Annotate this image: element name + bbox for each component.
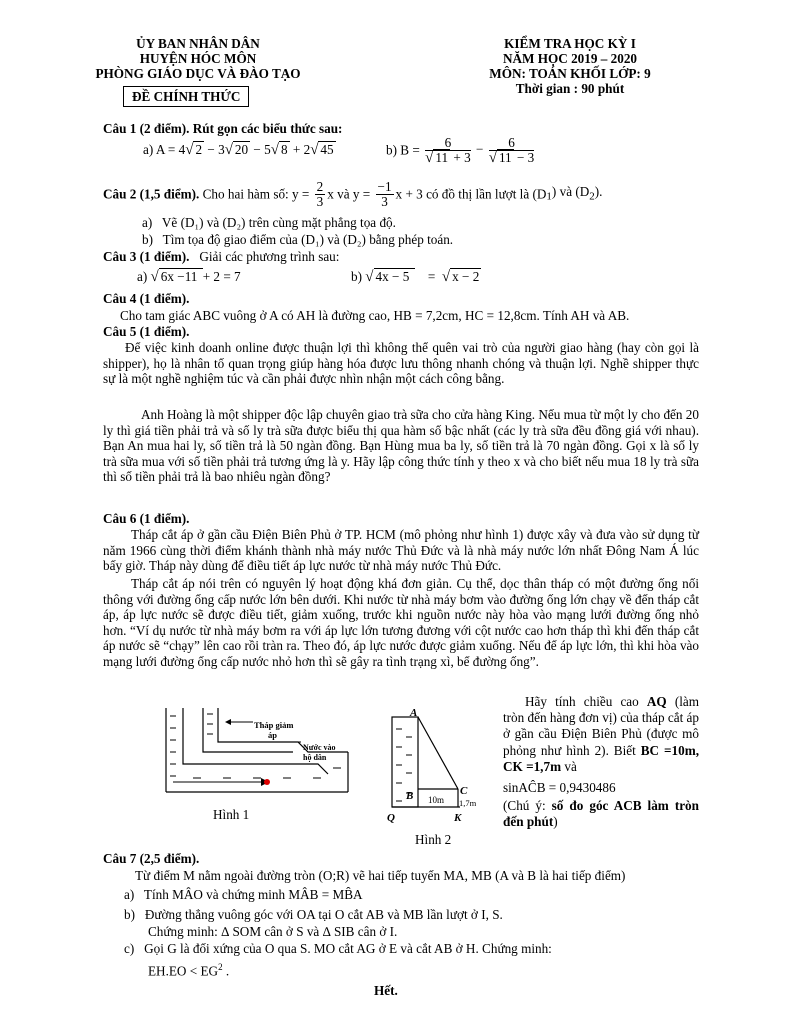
- header-left-line: PHÒNG GIÁO DỤC VÀ ĐÀO TẠO: [95, 66, 301, 81]
- q7-c2: $EH.EO < EG^2$ .: [148, 962, 230, 979]
- header-right-line: NĂM HỌC 2019 – 2020: [502, 51, 638, 66]
- q6-paragraph-1: Tháp cắt áp ở gần cầu Điện Biên Phủ ở TP. HCM (mô phỏng như hình 1) được xây và đưa vào sử dụng từ năm 1966 cùng thời điểm khánh thành nhà máy nước Thủ Đức và là nhà máy nước lớn nhất Đông Nam Á lúc bấy giờ. Tháp này dùng để điều tiết áp lực nước từ nhà máy nước Thủ Đức.: [103, 527, 699, 574]
- q6-note: (Chú ý: số đo góc ACB làm tròn đến phút): [503, 798, 699, 830]
- q7-c: c) Gọi G là đối xứng của O qua S. MO cắt AG ở E và cắt AB ở H. Chứng minh:: [124, 941, 552, 956]
- header-left-line: HUYỆN HÓC MÔN: [139, 51, 257, 66]
- header-left-line: ỦY BAN NHÂN DÂN: [136, 36, 260, 51]
- svg-text:hộ dân: hộ dân: [303, 753, 327, 762]
- q2-a: a) Vẽ (D₁) và (D₂) trên cùng mặt phẳng tọa độ.: [142, 215, 396, 230]
- q6-paragraph-2: Tháp cắt áp nói trên có nguyên lý hoạt động khá đơn giản. Cụ thể, dọc thân tháp có một đường ống nối thông với đường ống cấp nước lớn bên dưới. Khi nước từ nhà máy bơm vào đường ống lớn chạy về đến tháp cắt áp, áp lực nước sẽ được điều tiết, giảm xuống, trước khi nguồn nước này hòa vào mạng lưới đường ống nhỏ hơn. “Ví dụ nước từ nhà máy bơm ra với áp lực lớn tương đương với cột nước cao hơn tháp thì khi đến tháp cắt áp nước sẽ “chạy” lên cao rồi tràn ra. Theo đó, áp lực nước được giảm xuống. Nếu để áp lực lớn, thì khi hòa vào mạng lưới đường ống cấp nước nhỏ hơn thì sẽ gây ra tình trạng xì, bể đường ống”.: [103, 576, 699, 669]
- q7-b2: Chứng minh: ∆ SOM cân ở S và ∆ SIB cân ở I.: [148, 924, 398, 939]
- q7-b: b) Đường thẳng vuông góc với OA tại O cắt AB và MB lần lượt ở I, S.: [124, 907, 503, 922]
- q6-sin-value: sinAĈB = 0,9430486: [503, 780, 616, 795]
- q2-statement: Câu 2 (1,5 điểm). Cho hai hàm số: y = $\frac{2}{3}$ x và y = $\frac{-1}{3}$ x + 3 có đồ thị lần lượt là $(D_1)$ và $(D_2)$.: [103, 179, 603, 209]
- fig2-bc-label: 10m: [428, 795, 445, 805]
- fig1-water-label: Nước vào: [303, 743, 336, 752]
- fig2-point-q: Q: [387, 812, 395, 824]
- q7-title: Câu 7 (2,5 điểm).: [103, 851, 200, 866]
- q7-intro: Từ điểm M nằm ngoài đường tròn (O;R) vẽ hai tiếp tuyến MA, MB (A và B là hai tiếp điểm): [135, 868, 626, 883]
- header-right: [420, 36, 720, 96]
- q3-statement: Câu 3 (1 điểm). Giải các phương trình sau:: [103, 249, 340, 264]
- figure-2-triangle: [378, 707, 488, 825]
- q5-title: Câu 5 (1 điểm).: [103, 324, 190, 339]
- fig1-tower-label: Tháp giảm: [254, 720, 294, 730]
- q3-a: a) √ 6x −11 + 2 = 7: [137, 269, 241, 285]
- header-left: [70, 36, 326, 81]
- q5-paragraph-2: Anh Hoàng là một shipper độc lập chuyên giao trà sữa cho cửa hàng King. Nếu mua từ một ly cho đến 20 ly thì giá tiền phải trả và số ly trà sữa được biểu thị qua hàm số bậc nhất (các ly trà sữa đều đồng giá với nhau). Bạn An mua hai ly, số tiền trả là 50 ngàn đồng. Bạn Hùng mua ba ly, số tiền trả là 70 ngàn đồng. Gọi x là số ly trà sữa mua với số tiền phải trả tương ứng là y. Hãy lập công thức tính y theo x và cho biết nếu mua 18 ly trà sữa thì số tiền phải trả là bao nhiêu ngàn đồng?: [103, 407, 699, 485]
- header-right-line: MÔN: TOÁN KHỐI LỚP: 9: [489, 66, 651, 81]
- header-right-line: KIỂM TRA HỌC KỲ I: [504, 36, 636, 51]
- fig2-point-c: C: [460, 785, 468, 797]
- end-marker: Hết.: [374, 983, 398, 998]
- q4-title: Câu 4 (1 điểm).: [103, 291, 190, 306]
- fig2-point-k: K: [454, 812, 462, 824]
- q1-title: Câu 1 (2 điểm). Rút gọn các biểu thức sau:: [103, 121, 343, 136]
- q4-text: Cho tam giác ABC vuông ở A có AH là đường cao, HB = 7,2cm, HC = 12,8cm. Tính AH và AB.: [120, 308, 630, 323]
- q6-question: Hãy tính chiều cao AQ (làm tròn đến hàng đơn vị) của tháp cắt áp ở gần cầu Điện Biên Phủ (được mô phỏng như hình 2). Biết BC =10m, CK =1,7m và: [503, 694, 699, 774]
- q1-b: b) B = $\frac{6}{√ 11 + 3}$ − $\frac{6}{√ 11 - 3}$: [386, 135, 535, 166]
- q2-b: b) Tìm tọa độ giao điểm của (D₁) và (D₂) bằng phép toán.: [142, 232, 454, 247]
- q5-paragraph-1: Để việc kinh doanh online được thuận lợi thì không thể quên vai trò của người giao hàng (hay còn gọi là shipper), họ là nhân tố quan trọng giúp hàng hóa được lưu thông nhanh chóng và thuận lợi. Nghề shipper thực sự là một nghề nghiệm túc và cần phải được nhìn nhận một cách công bằng.: [103, 340, 699, 387]
- q7-a: a) Tính MÂO và chứng minh MÂB = MB̂A: [124, 887, 363, 902]
- official-badge: ĐỀ CHÍNH THỨC: [123, 89, 249, 105]
- header-right-line: Thời gian : 90 phút: [515, 81, 625, 96]
- fig2-ck-label: 1,7m: [459, 798, 477, 808]
- q1-a: a) A = 4√ 2 − 3√ 20 − 5√ 8 + 2√ 45: [143, 142, 334, 158]
- figure-1-caption: Hình 1: [213, 807, 250, 822]
- fig2-point-b: B: [406, 790, 414, 802]
- svg-text:áp: áp: [268, 730, 277, 740]
- q6-title: Câu 6 (1 điểm).: [103, 511, 190, 526]
- q3-b: b) √ 4x − 5 = √ x − 2: [351, 269, 480, 285]
- figure-2-caption: Hình 2: [415, 832, 452, 847]
- fig2-point-a: A: [410, 707, 418, 719]
- figure-1-pressure-tower: [143, 702, 363, 796]
